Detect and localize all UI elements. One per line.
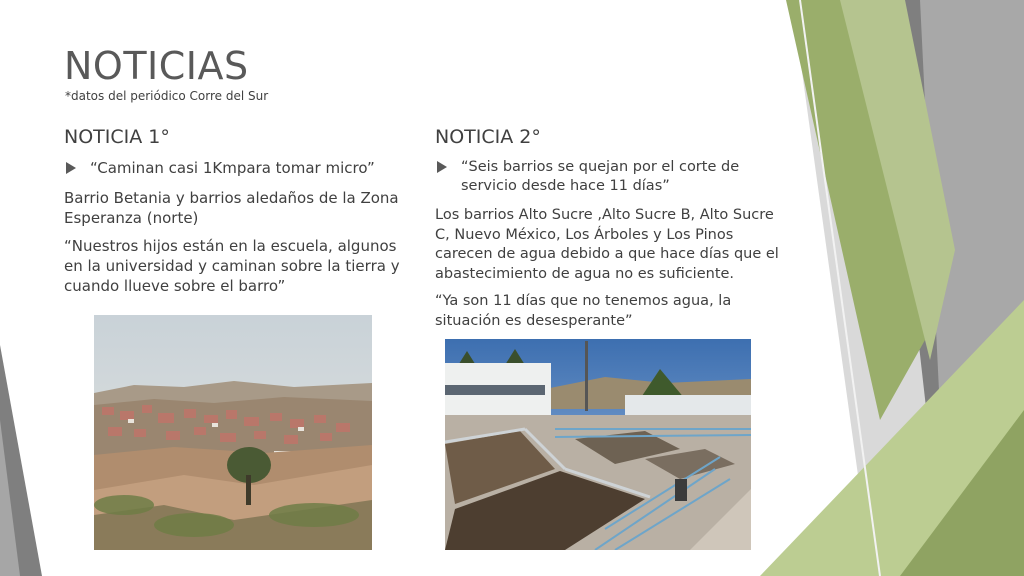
news-2-description: Los barrios Alto Sucre ,Alto Sucre B, Alto Sucre C, Nuevo México, Los Árboles y Los Pinos carecen de agua debido a que hace días que el abastecimiento de agua no es suficiente.: [435, 207, 779, 282]
arrow-bullet-icon: [437, 161, 447, 173]
news-2-headline: “Seis barrios se quejan por el corte de servicio desde hace 11 días”: [461, 159, 740, 194]
slide-title: NOTICIAS: [64, 44, 249, 88]
news-2-quote: “Ya son 11 días que no tenemos agua, la situación es desesperante”: [435, 293, 732, 329]
news-2-column: [435, 126, 780, 339]
news-1-column: [64, 126, 404, 304]
news-1-bullet: [64, 158, 404, 178]
water-treatment-plant-photo: [445, 339, 751, 550]
slide-subtitle: *datos del periódico Corre del Sur: [65, 89, 269, 103]
news-1-quote: “Nuestros hijos están en la escuela, algunos en la universidad y caminan sobre la tierra y cuando llueve sobre el barro”: [64, 237, 400, 295]
news-1-headline: “Caminan casi 1Kmpara tomar micro”: [90, 159, 375, 177]
hillside-neighborhood-photo: [94, 315, 372, 550]
arrow-bullet-icon: [66, 162, 76, 174]
news-1-location: Barrio Betania y barrios aledaños de la Zona Esperanza (norte): [64, 189, 399, 227]
news-1-heading: NOTICIA 1°: [64, 126, 170, 148]
news-2-bullet: [435, 158, 780, 196]
news-2-heading: NOTICIA 2°: [435, 126, 541, 148]
